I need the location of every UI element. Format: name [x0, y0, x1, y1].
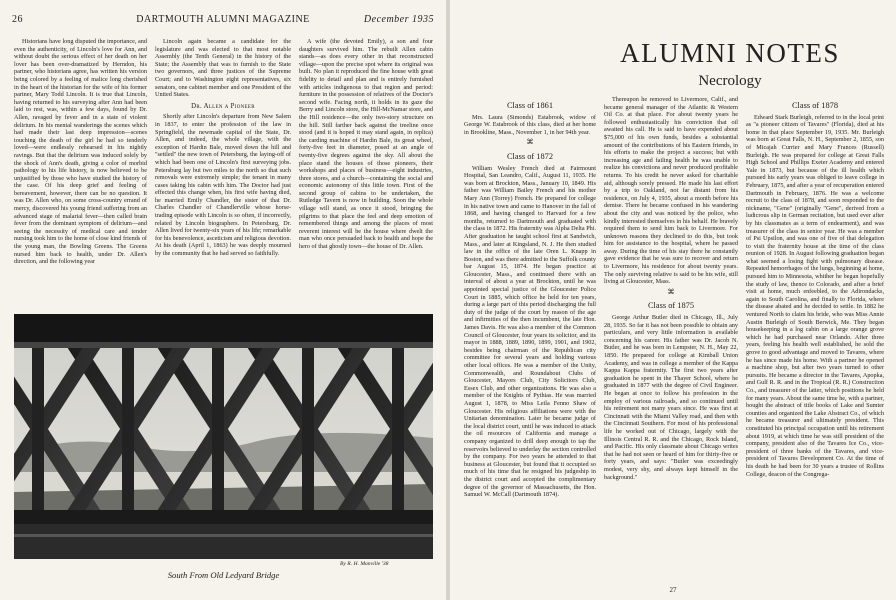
section-title: ALUMNI NOTES	[620, 38, 840, 68]
body-text: Edward Stark Burleigh, referred to in the local print as "a pioneer citizen of Tavares" (Florida), died at his home in that place September 19, 1935. Mr. Burleigh was born at Great Falls, N. H., September 2, 1855, son of Micajah Currier and Mary Frances (Russell) Burleigh. He was prepared for college at Great Falls High School and Phillips Exeter Academy and entered Yale in 1873, but because of the ill health which pursued his early years was obliged to leave college in February, 1875, and after a year of recuperation entered Dartmouth in February, 1876. He was a welcome recruit to the class of 1878, and soon responded to the nickname, "Gene" (originally "Gene", derived from a ludicrous slip in German recitation, but used ever after by his classmates as a term of endearment), and was treasurer of the class in senior year. He was a member of Psi Upsilon, and was one of five of that delegation to visit the fraternity house at the time of the class reunion of 1928. In August following graduation began what seemed a losing fight with pulmonary disease. Repeated hemorrhages of the lungs, beginning at home, pursued him to Minnesota, whither he began hopefully the study of law, thence to Colorado, and after a brief visit at home, much enfeebled, to the Adirondacks, again to South Carolina, and finally to Florida, where the disease abated and he decided to settle. In 1882 he ventured North to claim his bride, who was Miss Annie Austin Burleigh of South Berwick, Me. They began housekeeping in a log cabin on a large orange grove which he had purchased near Orlando. After three years, feeling his health well established, he sold the grove to good advantage and moved to Tavares, where he has since made his home. With a partner he opened a machine shop, but after two years turned to other pursuits. He became a director in the Tavares, Apopka, and Gulf R. R. and in the Tropical (R. R.) Construction Co., and treasurer of the latter, which positions he held for many years. About the same time he, with a partner, bought the abstract of title books of Lake and Sumter counties and organized the Lake Abstract Co., of which he became treasurer and ultimately president. This constituted his principal occupation until his retirement about 1919, at which time he was still president of the company, president also of the Tavares Ice Co., vice-president of three banks of the Tavares, and vice-president of Tavares Development Co. At the time of his death he had been for 30 years a trustee of Rollins College, deacon of the Congrega-	[746, 113, 884, 478]
left-column-2	[155, 38, 291, 308]
right-column-1	[464, 96, 596, 584]
body-text: George Arthur Butler died in Chicago, Ill., July 28, 1935. So far it has not been possible to obtain any particulars, and very little information is available concerning his career. His father was Dr. Jacob N. Butler, and he was born in Lempster, N. H., May 22, 1850. He prepared for college at Kimball Union Academy, and was in college a member of the Kappa Kappa Kappa fraternity. The first two years after graduation he spent in the Thayer School, where he graduated in 1877 with the degree of Civil Engineer. He began at once to follow his profession in the employ of various railroads, and so continued until his retirement not many years since. He was first at Cincinnati with the Miami Valley road, and then with the Cincinnati Southern. For most of his professional life he worked out of Chicago, largely with the Illinois Central R. R. and the Chicago, Rock Island, and Pacific. His only classmate about Chicago writes that he had not seen or heard of him for thirty-five or forty years, and says: "Butler was exceedingly modest, very shy, and always kept himself in the background."	[604, 314, 738, 481]
body-text: Mrs. Laura (Simonds) Estabrook, widow of George W. Estabrook of this class, died at her home in Brookline, Mass., November 1, in her 94th year.	[464, 113, 596, 136]
photo-credit: By R. H. Manville '38	[340, 561, 389, 567]
body-text: Thereupon he removed to Livermore, Calif., and became general manager of the Atlantic & Western Oil Co. at that place. For about twenty years he followed enthusiastically his conviction that oil awaited his call. He is said to have expended about $75,000 of his own funds, besides a substantial amount of the contributions of his Eastern friends, in his efforts to make the project a success; but with increasing age and failing health he was unable to realize his convictions and never produced profitable returns. To his credit he never asked for charitable aid, although sorely pressed. He made his last effort by a trip to Oakland, not far distant from his residence, on July 4, 1935, about a month before his demise. There he became confused in his wandering about the city and was noticed by the police, who kindly interested themselves in his behalf. He bravely required them to send him back to Livermore. For unknown reasons they declined to do this, but took him for assistance to the hospital, where he passed away. During the time of his stay there he constantly gave evidence that he was sure to recover and return to Livermore, his residence for about twenty years. The only surviving relative is said to be his wife, still living at Gloucester, Mass.	[604, 96, 738, 286]
right-column-2	[604, 96, 738, 584]
class-heading: Class of 1861	[506, 101, 554, 110]
left-column-3	[299, 38, 433, 308]
right-page	[450, 0, 896, 600]
left-column-1	[14, 38, 147, 308]
class-heading: Class of 1875	[647, 301, 695, 311]
body-text: William Wesley French died at Fairmount Hospital, San Leandro, Calif., August 11, 1935. He was born at Brockton, Mass., January 10, 1849. His father was William Bailey French and his mother Mary Ann (Torrey) French. He prepared for college in his native town and came to Hanover in the fall of 1868, and having changed to Harvard for a few months, returned to Dartmouth and graduated with the class in 1872. His fraternity was Alpha Delta Phi. After graduation he taught school first at Sandwich, Mass., and later at Kingsland, N. J. He then studied law in the office of the late Oren L. Knapp in Boston, and was there admitted to the Suffolk county bar August 15, 1874. He began practice at Gloucester, Mass., and continued there with an interval of about a year at Brockton, until he was appointed special justice of the Gloucester Police Court in 1885, which office he held for ten years, during a large part of this period discharging the full duty of the judge of the court by reason of the age and infirmities of the then incumbent, the late Hon. James Davis. He was also a member of the Common Council of Gloucester, four years its solicitor, and its mayor in 1888, 1889, 1890, 1899, 1901, and 1902, besides being chairman of the Republican city committee for several years and holding various other local offices. He was a member of the Unity, Commonwealth, and Roundabout Clubs of Gloucester, Mayors Club, City Solicitors Club, Essex Club, and other organizations. He was also a member of the Knights of Pythias. He was married August 1, 1878, to Miss Leila Fenno Shaw of Gloucester. His religious affiliations were with the Unitarian denomination. Later he became judge of the local district court, until he was induced to attack the oil resources of California and manage a company organized to drill deep enough to tap the reservoirs believed to underlay the section controlled by the company. For two years he attended to that business at Gloucester, but found that it occupied so much of his time that he resigned his judgeship in the district court and accepted the complimentary degree of the governor of Massachusetts, the Hon. Samuel W. McCall (Dartmouth 1874).	[464, 164, 596, 499]
section-ornament: ⌘	[667, 287, 675, 296]
section-heading: Dr. Allen a Pioneer	[191, 102, 255, 110]
photo-caption: South From Old Ledyard Bridge	[167, 570, 280, 580]
bridge-lattice-image	[14, 314, 433, 559]
body-text: Historians have long disputed the importance, and even the authenticity, of Lincoln's love for Ann, and without doubt the serious effect of her death on her lover has been over-dramatized by Herndon, his partner, who historians agree, has written his version being colored by a feeling of malice long cherished in the heart of the historian for the wife of his former partner, Mary Todd Lincoln. It is true that Lincoln, having returned to his surveying after Ann had been laid to rest, was, within a few days, found by Dr. Allen, ravaged by fever and in a state of violent delirium. In his mental wanderings the scenes which had made their last deep impression—scenes touching the death of the girl he had so tenderly loved—were endlessly rehearsed in his nightly ravings. But that the delirium was induced solely by the shock of Ann's death, giving a color of morbid pathology to his life history, is now believed to be unjustified by those who have studied the history of the case. Of his deep grief and feeling of bereavement, however, there can be no question. It was Dr. Allen who, on some cross-country errand of mercy, discovered his young friend suffering from an advanced stage of malarial fever—then called brain fever from the dominant symptom of delirium—and seeing the necessity of medical care and tender nursing took him to the home of close kind friends of the young man, the Bowling Greens. The Greens nursed him back to health, under Dr. Allen's direction, and the following year	[14, 38, 147, 266]
class-heading: Class of 1878	[791, 101, 839, 110]
body-text: A wife (the devoted Emily), a son and four daughters survived him. The rebuilt Allen cabin stands—as does every other in that reconstructed village—upon the precise spot where its original was built. No plan it reproduced the fine house with great fidelity to detail and plan and is entirely furnished with articles indigenous to that region and period: furniture in the possession of relatives of the Doctor's second wife. Facing north, it holds in its gaze the Berry and Lincoln store, the Hill-McNamar store, and the Hill residence—the only two-story structure on the hill. Still farther back against the treeline once stood (and it is hoped it may stand again, in replica) the carding machine of Hardin Bale, its great wheel, forty-five feet in diameter, posed at an angle of twenty-five degrees against the sky. All about the place stand the houses of those pioneers, their workshops and places of business—eight industries, three stores, and a church—containing the social and economic autonomy of this little town. First of the second group of cabins to be undertaken, the Rutledge Tavern is now in building. Soon the whole village will stand, as once it stood, bringing the pilgrims to that place the feel and deep emotion of remembered things and among the places of most reverent interest will be the house where dwelt the man who once persuaded back to health and hope the hero of that ghostly town—the house of Dr. Allen.	[299, 38, 433, 251]
page-number-right: 27	[669, 586, 677, 594]
body-text: Lincoln again became a candidate for the legislature and was elected to that most notable Assembly (the Tenth General) in the history of the State; the Assembly that was to furnish to the State two governors, and three justices of the Supreme Court; and to Washington eight representatives, six senators, one cabinet member and one President of the United States.	[155, 38, 291, 99]
left-page	[0, 0, 446, 600]
magazine-title: DARTMOUTH ALUMNI MAGAZINE	[136, 14, 310, 25]
issue-date: December 1935	[363, 14, 434, 25]
class-heading: Class of 1872	[506, 151, 554, 161]
section-ornament: ⌘	[526, 138, 534, 147]
right-column-3	[746, 96, 884, 584]
bridge-photograph	[14, 314, 433, 559]
page-number-left: 26	[12, 14, 23, 25]
left-page-header	[12, 14, 434, 30]
subsection-title: Necrology	[698, 73, 762, 89]
body-text: Shortly after Lincoln's departure from New Salem in 1837, to enter the profession of the law in Springfield, the newmade capital of the State, Dr. Allen, and indeed, the whole village, with the exception of Hardin Bale, moved down the hill and "settled" the new town of Petersburg, the laying-off of which had been one of Lincoln's first surveying jobs. Petersburg lay but two miles to the north so that such removals were extremely simple; the tenant in many cases taking his cabin with him. The Doctor had just effected this change when, his first wife having died, he married Emily Chandler, the sister of that Dr. Charles Chandler of Chandlerville whose horse-trading episode with Lincoln is so often, if incorrectly, related by Lincoln biographers. In Petersburg, Dr. Allen lived for twenty-six years of his life; remarkable for his benevolence, asceticism and religious devotion. At his death (April 1, 1863) he was deeply mourned by the community that he had served so faithfully.	[155, 113, 291, 258]
